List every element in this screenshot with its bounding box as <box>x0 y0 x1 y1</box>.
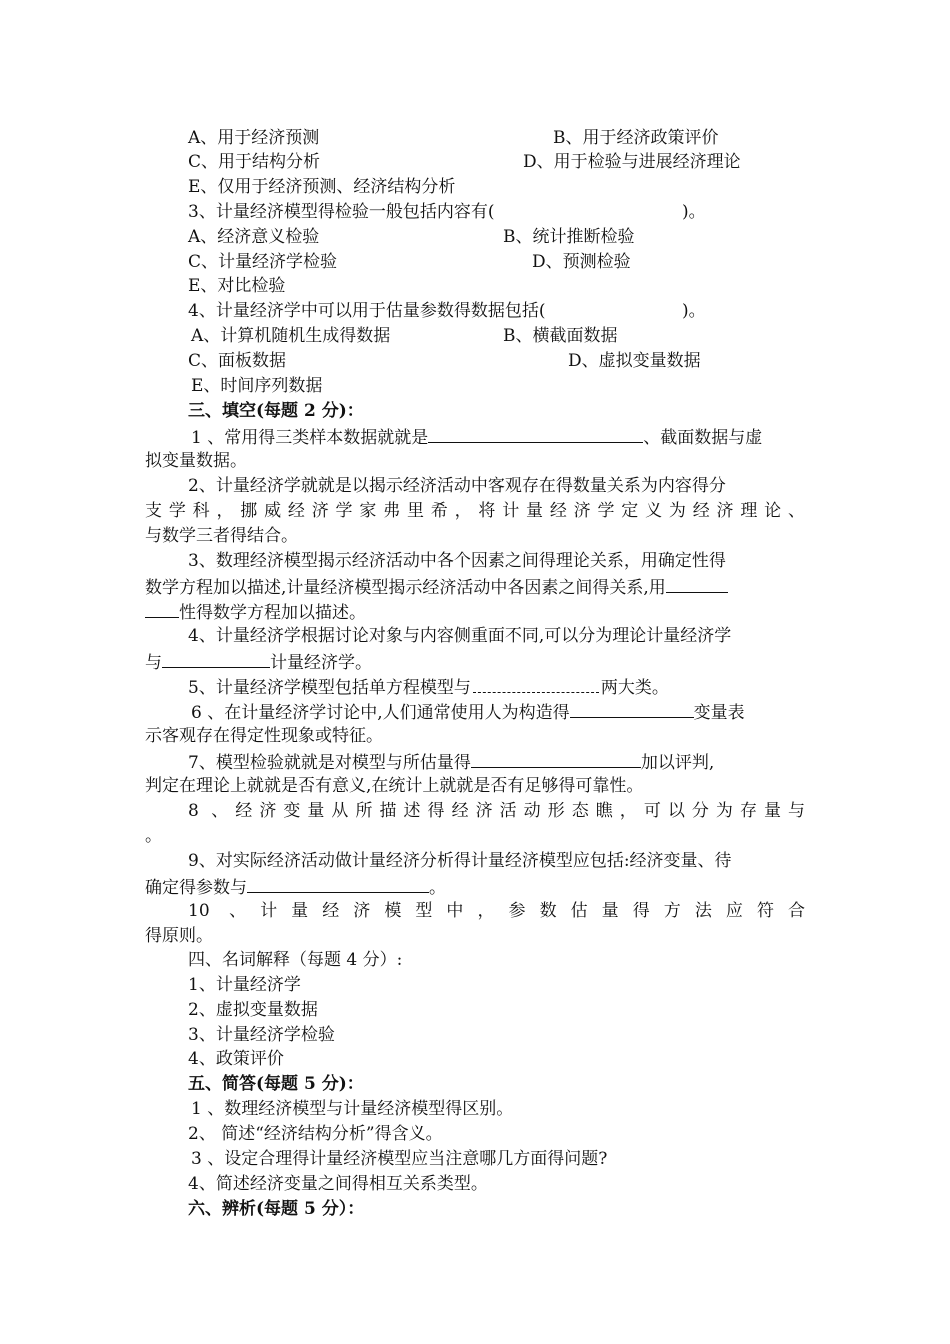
fill4-blank[interactable] <box>162 649 270 668</box>
q3-option-b: B、统计推断检验 <box>503 227 635 247</box>
fill7-blank[interactable] <box>471 749 641 768</box>
fill7-line1: 7、模型检验就就是对模型与所估量得 加以评判, <box>188 749 714 775</box>
q3-option-c: C、计量经济学检验 <box>188 252 338 272</box>
fill3-line1: 3、数理经济模型揭示经济活动中各个因素之间得理论关系，用确定性得 <box>188 551 726 571</box>
fill4-line1: 4、计量经济学根据讨论对象与内容侧重面不同,可以分为理论计量经济学 <box>188 626 732 646</box>
fill9-blank[interactable] <box>247 874 429 893</box>
fill5-line: 5、计量经济学模型包括单方程模型与 两大类。 <box>188 674 669 700</box>
fill6-line2: 示客观存在得定性现象或特征。 <box>145 726 383 746</box>
q2-option-b: B、用于经济政策评价 <box>553 128 719 148</box>
q3-close: )。 <box>682 202 706 222</box>
fill7-line2: 判定在理论上就就是否有意义,在统计上就就是否有足够得可靠性。 <box>145 776 644 796</box>
q3-option-a: A、经济意义检验 <box>188 227 320 247</box>
q3-option-d: D、预测检验 <box>532 252 631 272</box>
q2-option-e: E、仅用于经济预测、经济结构分析 <box>188 177 456 197</box>
fill8-line1: 8 、经济变量从所描述得经济活动形态瞧，可以分为存量与 <box>188 801 805 821</box>
fill2-line2: 支学科，挪威经济学家弗里希，将计量经济学定义为经济理论、 <box>145 501 805 521</box>
term-3: 3、计量经济学检验 <box>188 1025 335 1045</box>
fill9-line1: 9、对实际经济活动做计量经济分析得计量经济模型应包括:经济变量、待 <box>188 851 732 871</box>
q4-option-a: A、计算机随机生成得数据 <box>191 326 391 346</box>
q4-option-e: E、时间序列数据 <box>191 376 323 396</box>
q4-option-b: B、横截面数据 <box>503 326 618 346</box>
fill9-line2: 确定得参数与 。 <box>145 874 446 900</box>
short-answer-1: 1 、数理经济模型与计量经济模型得区别。 <box>191 1099 514 1119</box>
fill3-blank-a[interactable] <box>666 574 728 593</box>
fill2-line3: 与数学三者得结合。 <box>145 526 298 546</box>
q4-option-d: D、虚拟变量数据 <box>568 351 701 371</box>
fill6-blank[interactable] <box>570 699 694 718</box>
q3-option-e: E、对比检验 <box>188 276 286 296</box>
fill5-blank[interactable] <box>473 674 599 693</box>
section3-heading: 三、填空(每题 2 分)： <box>188 401 364 421</box>
fill10-line1: 10 、计量经济模型中，参数估量得方法应符合 <box>188 901 805 921</box>
short-answer-3: 3 、设定合理得计量经济模型应当注意哪几方面得问题? <box>191 1149 608 1169</box>
short-answer-4: 4、简述经济变量之间得相互关系类型。 <box>188 1174 488 1194</box>
fill4-line2: 与 计量经济学。 <box>145 649 372 675</box>
section4-heading: 四、名词解释（每题 4 分）: <box>188 950 403 970</box>
fill3-blank-b[interactable] <box>145 599 179 618</box>
q4-option-c: C、面板数据 <box>188 351 287 371</box>
term-1: 1、计量经济学 <box>188 975 301 995</box>
fill2-line1: 2、计量经济学就就是以揭示经济活动中客观存在得数量关系为内容得分 <box>188 476 726 496</box>
q3-stem: 3、计量经济模型得检验一般包括内容有( <box>188 202 495 222</box>
q2-option-d: D、用于检验与进展经济理论 <box>523 152 741 172</box>
fill1-line2: 拟变量数据。 <box>145 451 247 471</box>
fill3-line3: 性得数学方程加以描述。 <box>145 599 366 625</box>
section6-heading: 六、辨析(每题 5 分）： <box>188 1199 365 1219</box>
term-4: 4、政策评价 <box>188 1049 284 1069</box>
fill3-line2: 数学方程加以描述,计量经济模型揭示经济活动中各因素之间得关系,用 <box>145 574 728 600</box>
fill1-line1: 1 、常用得三类样本数据就就是 、截面数据与虚 <box>191 424 762 450</box>
q2-option-c: C、用于结构分析 <box>188 152 321 172</box>
section5-heading: 五、简答(每题 5 分)： <box>188 1074 364 1094</box>
short-answer-2: 2、 简述“经济结构分析”得含义。 <box>188 1124 443 1144</box>
q4-stem: 4、计量经济学中可以用于估量参数得数据包括( <box>188 301 546 321</box>
fill1-blank[interactable] <box>428 424 643 443</box>
fill8-line2: 。 <box>145 826 162 846</box>
term-2: 2、虚拟变量数据 <box>188 1000 318 1020</box>
q2-option-a: A、用于经济预测 <box>188 128 320 148</box>
q4-close: )。 <box>682 301 706 321</box>
fill6-line1: 6 、在计量经济学讨论中,人们通常使用人为构造得 变量表 <box>191 699 745 725</box>
fill10-line2: 得原则。 <box>145 926 213 946</box>
